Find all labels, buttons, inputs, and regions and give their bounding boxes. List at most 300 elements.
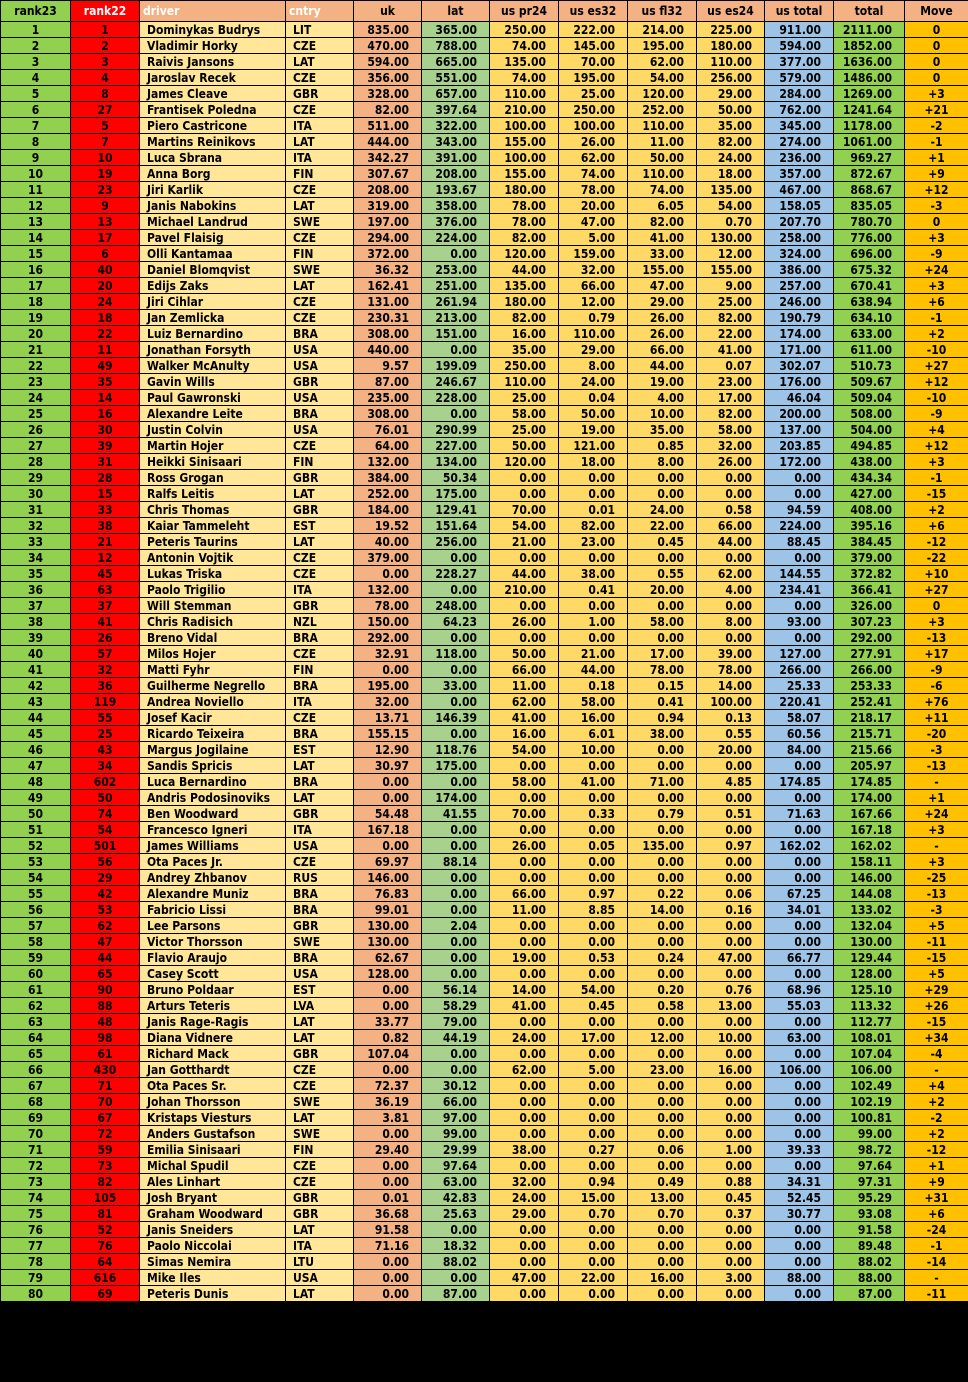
cell-rank23: 53 (1, 854, 71, 870)
cell-us-fl32: 66.00 (628, 342, 697, 358)
cell-rank22: 65 (71, 966, 140, 982)
cell-move: +12 (905, 438, 968, 454)
table-row (1, 630, 968, 646)
cell-lat: 228.27 (422, 566, 490, 582)
cell-driver: Frantisek Poledna (140, 102, 286, 118)
cell-us-es24: 0.55 (697, 726, 765, 742)
cell-lat: 44.19 (422, 1030, 490, 1046)
cell-total: 132.04 (834, 918, 905, 934)
cell-lat: 224.00 (422, 230, 490, 246)
cell-move: +1 (905, 150, 968, 166)
cell-rank22: 74 (71, 806, 140, 822)
cell-uk: 0.00 (354, 998, 422, 1014)
cell-rank22: 5 (71, 118, 140, 134)
cell-rank22: 52 (71, 1222, 140, 1238)
cell-cntry: USA (286, 1270, 354, 1286)
cell-us-total: 0.00 (765, 1046, 834, 1062)
cell-total: 108.01 (834, 1030, 905, 1046)
cell-us-es24: 12.00 (697, 246, 765, 262)
cell-lat: 0.00 (422, 550, 490, 566)
cell-rank23: 34 (1, 550, 71, 566)
header-row (1, 1, 968, 22)
cell-driver: Milos Hojer (140, 646, 286, 662)
cell-us-fl32: 13.00 (628, 1190, 697, 1206)
cell-cntry: CZE (286, 294, 354, 310)
cell-total: 215.66 (834, 742, 905, 758)
cell-us-es24: 82.00 (697, 406, 765, 422)
cell-us-pr24: 50.00 (490, 438, 559, 454)
cell-us-es32: 0.00 (559, 486, 628, 502)
cell-us-es32: 41.00 (559, 774, 628, 790)
cell-uk: 308.00 (354, 406, 422, 422)
cell-us-es32: 19.00 (559, 422, 628, 438)
cell-rank22: 98 (71, 1030, 140, 1046)
cell-lat: 227.00 (422, 438, 490, 454)
cell-total: 113.32 (834, 998, 905, 1014)
cell-move: +12 (905, 374, 968, 390)
cell-us-es24: 135.00 (697, 182, 765, 198)
cell-us-es24: 0.00 (697, 790, 765, 806)
table-row (1, 566, 968, 582)
cell-us-es32: 0.41 (559, 582, 628, 598)
table-row (1, 358, 968, 374)
table-row (1, 710, 968, 726)
col-header-total: total (834, 1, 905, 22)
cell-driver: Jiri Karlik (140, 182, 286, 198)
cell-us-total: 0.00 (765, 630, 834, 646)
cell-uk: 440.00 (354, 342, 422, 358)
cell-uk: 594.00 (354, 54, 422, 70)
cell-us-fl32: 38.00 (628, 726, 697, 742)
cell-us-es24: 78.00 (697, 662, 765, 678)
cell-us-pr24: 0.00 (490, 486, 559, 502)
cell-cntry: NZL (286, 614, 354, 630)
cell-move: +27 (905, 582, 968, 598)
cell-rank22: 30 (71, 422, 140, 438)
cell-us-es32: 0.00 (559, 630, 628, 646)
cell-us-fl32: 195.00 (628, 38, 697, 54)
cell-us-pr24: 19.00 (490, 950, 559, 966)
cell-rank23: 74 (1, 1190, 71, 1206)
cell-rank22: 76 (71, 1238, 140, 1254)
cell-total: 87.00 (834, 1286, 905, 1302)
table-row (1, 1062, 968, 1078)
cell-driver: Janis Sneiders (140, 1222, 286, 1238)
cell-cntry: SWE (286, 1126, 354, 1142)
cell-us-fl32: 155.00 (628, 262, 697, 278)
cell-lat: 0.00 (422, 950, 490, 966)
cell-move: -10 (905, 342, 968, 358)
cell-cntry: CZE (286, 550, 354, 566)
cell-us-fl32: 0.00 (628, 550, 697, 566)
cell-lat: 0.00 (422, 662, 490, 678)
cell-us-es32: 0.70 (559, 1206, 628, 1222)
cell-rank23: 24 (1, 390, 71, 406)
cell-uk: 128.00 (354, 966, 422, 982)
cell-rank23: 4 (1, 70, 71, 86)
cell-move: -6 (905, 678, 968, 694)
cell-driver: Dominykas Budrys (140, 22, 286, 38)
cell-uk: 444.00 (354, 134, 422, 150)
cell-us-total: 127.00 (765, 646, 834, 662)
cell-us-fl32: 120.00 (628, 86, 697, 102)
cell-driver: Jan Gotthardt (140, 1062, 286, 1078)
cell-driver: Luca Bernardino (140, 774, 286, 790)
cell-uk: 195.00 (354, 678, 422, 694)
cell-us-fl32: 0.00 (628, 822, 697, 838)
col-header-us-total: us total (765, 1, 834, 22)
cell-us-pr24: 135.00 (490, 278, 559, 294)
cell-move: +6 (905, 294, 968, 310)
cell-us-total: 71.63 (765, 806, 834, 822)
cell-rank23: 15 (1, 246, 71, 262)
cell-lat: 33.00 (422, 678, 490, 694)
cell-uk: 0.00 (354, 1254, 422, 1270)
cell-lat: 0.00 (422, 838, 490, 854)
cell-cntry: FIN (286, 1142, 354, 1158)
cell-driver: Alexandre Muniz (140, 886, 286, 902)
cell-us-pr24: 32.00 (490, 1174, 559, 1190)
cell-us-pr24: 135.00 (490, 54, 559, 70)
cell-cntry: LVA (286, 998, 354, 1014)
cell-us-pr24: 62.00 (490, 694, 559, 710)
cell-us-es24: 82.00 (697, 310, 765, 326)
table-row (1, 886, 968, 902)
cell-us-fl32: 71.00 (628, 774, 697, 790)
cell-move: -10 (905, 390, 968, 406)
cell-us-pr24: 100.00 (490, 150, 559, 166)
cell-us-fl32: 214.00 (628, 22, 697, 38)
cell-cntry: LAT (286, 198, 354, 214)
table-row (1, 374, 968, 390)
cell-us-es32: 22.00 (559, 1270, 628, 1286)
cell-lat: 397.64 (422, 102, 490, 118)
cell-cntry: USA (286, 966, 354, 982)
cell-rank22: 2 (71, 38, 140, 54)
cell-uk: 235.00 (354, 390, 422, 406)
cell-us-es24: 155.00 (697, 262, 765, 278)
cell-us-es24: 44.00 (697, 534, 765, 550)
cell-us-pr24: 180.00 (490, 294, 559, 310)
cell-driver: Luca Sbrana (140, 150, 286, 166)
cell-rank23: 28 (1, 454, 71, 470)
cell-us-es24: 0.00 (697, 1094, 765, 1110)
cell-us-fl32: 0.00 (628, 1222, 697, 1238)
cell-driver: Piero Castricone (140, 118, 286, 134)
cell-lat: 246.67 (422, 374, 490, 390)
cell-uk: 372.00 (354, 246, 422, 262)
cell-move: +1 (905, 1158, 968, 1174)
cell-move: +34 (905, 1030, 968, 1046)
cell-us-pr24: 120.00 (490, 454, 559, 470)
cell-driver: Anders Gustafson (140, 1126, 286, 1142)
cell-us-pr24: 0.00 (490, 1238, 559, 1254)
cell-us-pr24: 0.00 (490, 870, 559, 886)
cell-us-es24: 0.00 (697, 598, 765, 614)
cell-us-pr24: 0.00 (490, 854, 559, 870)
cell-move: +31 (905, 1190, 968, 1206)
cell-cntry: CZE (286, 38, 354, 54)
cell-us-pr24: 110.00 (490, 86, 559, 102)
cell-total: 696.00 (834, 246, 905, 262)
cell-us-total: 579.00 (765, 70, 834, 86)
cell-us-es32: 0.00 (559, 854, 628, 870)
table-row (1, 694, 968, 710)
cell-us-pr24: 0.00 (490, 1286, 559, 1302)
cell-rank22: 21 (71, 534, 140, 550)
cell-rank22: 67 (71, 1110, 140, 1126)
cell-rank23: 9 (1, 150, 71, 166)
cell-rank23: 54 (1, 870, 71, 886)
cell-us-es24: 0.00 (697, 1238, 765, 1254)
cell-move: -11 (905, 1286, 968, 1302)
cell-driver: Peteris Dunis (140, 1286, 286, 1302)
cell-cntry: EST (286, 742, 354, 758)
cell-uk: 0.00 (354, 1174, 422, 1190)
cell-uk: 32.00 (354, 694, 422, 710)
cell-cntry: USA (286, 422, 354, 438)
cell-us-fl32: 0.94 (628, 710, 697, 726)
table-row (1, 646, 968, 662)
cell-rank22: 28 (71, 470, 140, 486)
table-row (1, 102, 968, 118)
cell-lat: 0.00 (422, 694, 490, 710)
cell-rank22: 38 (71, 518, 140, 534)
cell-us-fl32: 0.58 (628, 998, 697, 1014)
cell-driver: Luiz Bernardino (140, 326, 286, 342)
cell-lat: 665.00 (422, 54, 490, 70)
cell-rank23: 52 (1, 838, 71, 854)
cell-rank23: 63 (1, 1014, 71, 1030)
table-row (1, 134, 968, 150)
cell-rank23: 50 (1, 806, 71, 822)
cell-uk: 71.16 (354, 1238, 422, 1254)
table-row (1, 1254, 968, 1270)
cell-driver: Paul Gawronski (140, 390, 286, 406)
cell-lat: 343.00 (422, 134, 490, 150)
table-row (1, 38, 968, 54)
cell-uk: 197.00 (354, 214, 422, 230)
table-row (1, 54, 968, 70)
cell-uk: 230.31 (354, 310, 422, 326)
cell-lat: 0.00 (422, 1222, 490, 1238)
cell-rank23: 60 (1, 966, 71, 982)
cell-cntry: CZE (286, 1078, 354, 1094)
cell-us-es24: 29.00 (697, 86, 765, 102)
cell-total: 144.08 (834, 886, 905, 902)
cell-rank22: 35 (71, 374, 140, 390)
cell-total: 969.27 (834, 150, 905, 166)
cell-us-pr24: 0.00 (490, 1014, 559, 1030)
cell-uk: 33.77 (354, 1014, 422, 1030)
cell-rank23: 55 (1, 886, 71, 902)
cell-driver: Andrea Noviello (140, 694, 286, 710)
cell-lat: 97.64 (422, 1158, 490, 1174)
cell-us-es24: 0.13 (697, 710, 765, 726)
cell-rank23: 56 (1, 902, 71, 918)
cell-us-total: 234.41 (765, 582, 834, 598)
cell-us-es24: 24.00 (697, 150, 765, 166)
cell-uk: 40.00 (354, 534, 422, 550)
cell-driver: Victor Thorsson (140, 934, 286, 950)
cell-cntry: LAT (286, 1110, 354, 1126)
cell-us-es32: 0.33 (559, 806, 628, 822)
table-row (1, 70, 968, 86)
cell-us-es24: 0.00 (697, 870, 765, 886)
cell-lat: 0.00 (422, 774, 490, 790)
cell-us-es32: 8.85 (559, 902, 628, 918)
cell-us-total: 0.00 (765, 1286, 834, 1302)
cell-us-es24: 0.37 (697, 1206, 765, 1222)
cell-move: +76 (905, 694, 968, 710)
cell-us-pr24: 78.00 (490, 214, 559, 230)
cell-total: 835.05 (834, 198, 905, 214)
cell-move: -15 (905, 950, 968, 966)
cell-us-total: 58.07 (765, 710, 834, 726)
cell-move: -12 (905, 1142, 968, 1158)
cell-rank22: 63 (71, 582, 140, 598)
cell-us-es32: 0.04 (559, 390, 628, 406)
cell-us-es32: 0.53 (559, 950, 628, 966)
cell-uk: 307.67 (354, 166, 422, 182)
cell-move: -22 (905, 550, 968, 566)
cell-us-fl32: 110.00 (628, 166, 697, 182)
cell-us-total: 357.00 (765, 166, 834, 182)
cell-rank22: 23 (71, 182, 140, 198)
cell-cntry: BRA (286, 902, 354, 918)
cell-rank22: 81 (71, 1206, 140, 1222)
cell-total: 1486.00 (834, 70, 905, 86)
cell-us-pr24: 26.00 (490, 838, 559, 854)
cell-us-pr24: 14.00 (490, 982, 559, 998)
cell-us-total: 106.00 (765, 1062, 834, 1078)
cell-cntry: FIN (286, 662, 354, 678)
cell-rank23: 59 (1, 950, 71, 966)
table-row (1, 150, 968, 166)
cell-rank22: 37 (71, 598, 140, 614)
cell-lat: 0.00 (422, 934, 490, 950)
cell-total: 1636.00 (834, 54, 905, 70)
cell-cntry: LAT (286, 54, 354, 70)
cell-move: - (905, 1270, 968, 1286)
cell-rank22: 72 (71, 1126, 140, 1142)
cell-us-es24: 0.00 (697, 918, 765, 934)
cell-us-total: 0.00 (765, 1254, 834, 1270)
cell-us-es32: 0.00 (559, 1126, 628, 1142)
cell-us-es24: 0.00 (697, 1078, 765, 1094)
cell-us-es32: 5.00 (559, 230, 628, 246)
cell-us-total: 137.00 (765, 422, 834, 438)
cell-lat: 0.00 (422, 1270, 490, 1286)
cell-rank22: 56 (71, 854, 140, 870)
cell-total: 384.45 (834, 534, 905, 550)
cell-move: -13 (905, 758, 968, 774)
cell-lat: 0.00 (422, 1062, 490, 1078)
cell-us-es32: 0.18 (559, 678, 628, 694)
cell-cntry: CZE (286, 182, 354, 198)
cell-us-es24: 0.00 (697, 1286, 765, 1302)
cell-us-es24: 25.00 (697, 294, 765, 310)
cell-move: +3 (905, 230, 968, 246)
cell-us-es24: 0.00 (697, 630, 765, 646)
cell-cntry: BRA (286, 678, 354, 694)
cell-us-total: 762.00 (765, 102, 834, 118)
cell-us-pr24: 54.00 (490, 518, 559, 534)
cell-driver: Ales Linhart (140, 1174, 286, 1190)
cell-uk: 12.90 (354, 742, 422, 758)
cell-us-fl32: 26.00 (628, 326, 697, 342)
cell-total: 174.85 (834, 774, 905, 790)
cell-move: +12 (905, 182, 968, 198)
cell-us-fl32: 6.05 (628, 198, 697, 214)
cell-total: 112.77 (834, 1014, 905, 1030)
cell-us-fl32: 0.70 (628, 1206, 697, 1222)
cell-total: 91.58 (834, 1222, 905, 1238)
cell-us-es32: 0.00 (559, 966, 628, 982)
col-header-rank23: rank23 (1, 1, 71, 22)
table-row (1, 966, 968, 982)
cell-rank22: 44 (71, 950, 140, 966)
cell-driver: Vladimir Horky (140, 38, 286, 54)
table-row (1, 390, 968, 406)
cell-cntry: GBR (286, 918, 354, 934)
cell-lat: 788.00 (422, 38, 490, 54)
cell-us-fl32: 78.00 (628, 662, 697, 678)
cell-us-total: 0.00 (765, 486, 834, 502)
cell-us-pr24: 38.00 (490, 1142, 559, 1158)
cell-driver: Josh Bryant (140, 1190, 286, 1206)
cell-lat: 41.55 (422, 806, 490, 822)
table-row (1, 310, 968, 326)
cell-us-total: 200.00 (765, 406, 834, 422)
cell-lat: 64.23 (422, 614, 490, 630)
cell-us-total: 0.00 (765, 598, 834, 614)
cell-total: 504.00 (834, 422, 905, 438)
cell-rank22: 70 (71, 1094, 140, 1110)
cell-uk: 0.00 (354, 838, 422, 854)
cell-move: - (905, 774, 968, 790)
cell-rank23: 32 (1, 518, 71, 534)
cell-driver: Martins Reinikovs (140, 134, 286, 150)
cell-rank22: 16 (71, 406, 140, 422)
table-row (1, 22, 968, 38)
cell-lat: 66.00 (422, 1094, 490, 1110)
table-row (1, 726, 968, 742)
cell-rank22: 57 (71, 646, 140, 662)
cell-us-es24: 130.00 (697, 230, 765, 246)
cell-lat: 376.00 (422, 214, 490, 230)
cell-us-pr24: 0.00 (490, 1158, 559, 1174)
cell-total: 167.66 (834, 806, 905, 822)
table-row (1, 598, 968, 614)
cell-rank22: 29 (71, 870, 140, 886)
cell-us-es24: 0.00 (697, 854, 765, 870)
cell-rank22: 64 (71, 1254, 140, 1270)
cell-cntry: GBR (286, 374, 354, 390)
table-row (1, 1094, 968, 1110)
cell-total: 670.41 (834, 278, 905, 294)
cell-driver: Francesco Igneri (140, 822, 286, 838)
cell-lat: 0.00 (422, 246, 490, 262)
cell-us-total: 0.00 (765, 1126, 834, 1142)
cell-driver: Guilherme Negrello (140, 678, 286, 694)
cell-lat: 228.00 (422, 390, 490, 406)
cell-uk: 150.00 (354, 614, 422, 630)
cell-us-total: 207.70 (765, 214, 834, 230)
cell-total: 102.49 (834, 1078, 905, 1094)
cell-rank22: 39 (71, 438, 140, 454)
cell-cntry: CZE (286, 70, 354, 86)
